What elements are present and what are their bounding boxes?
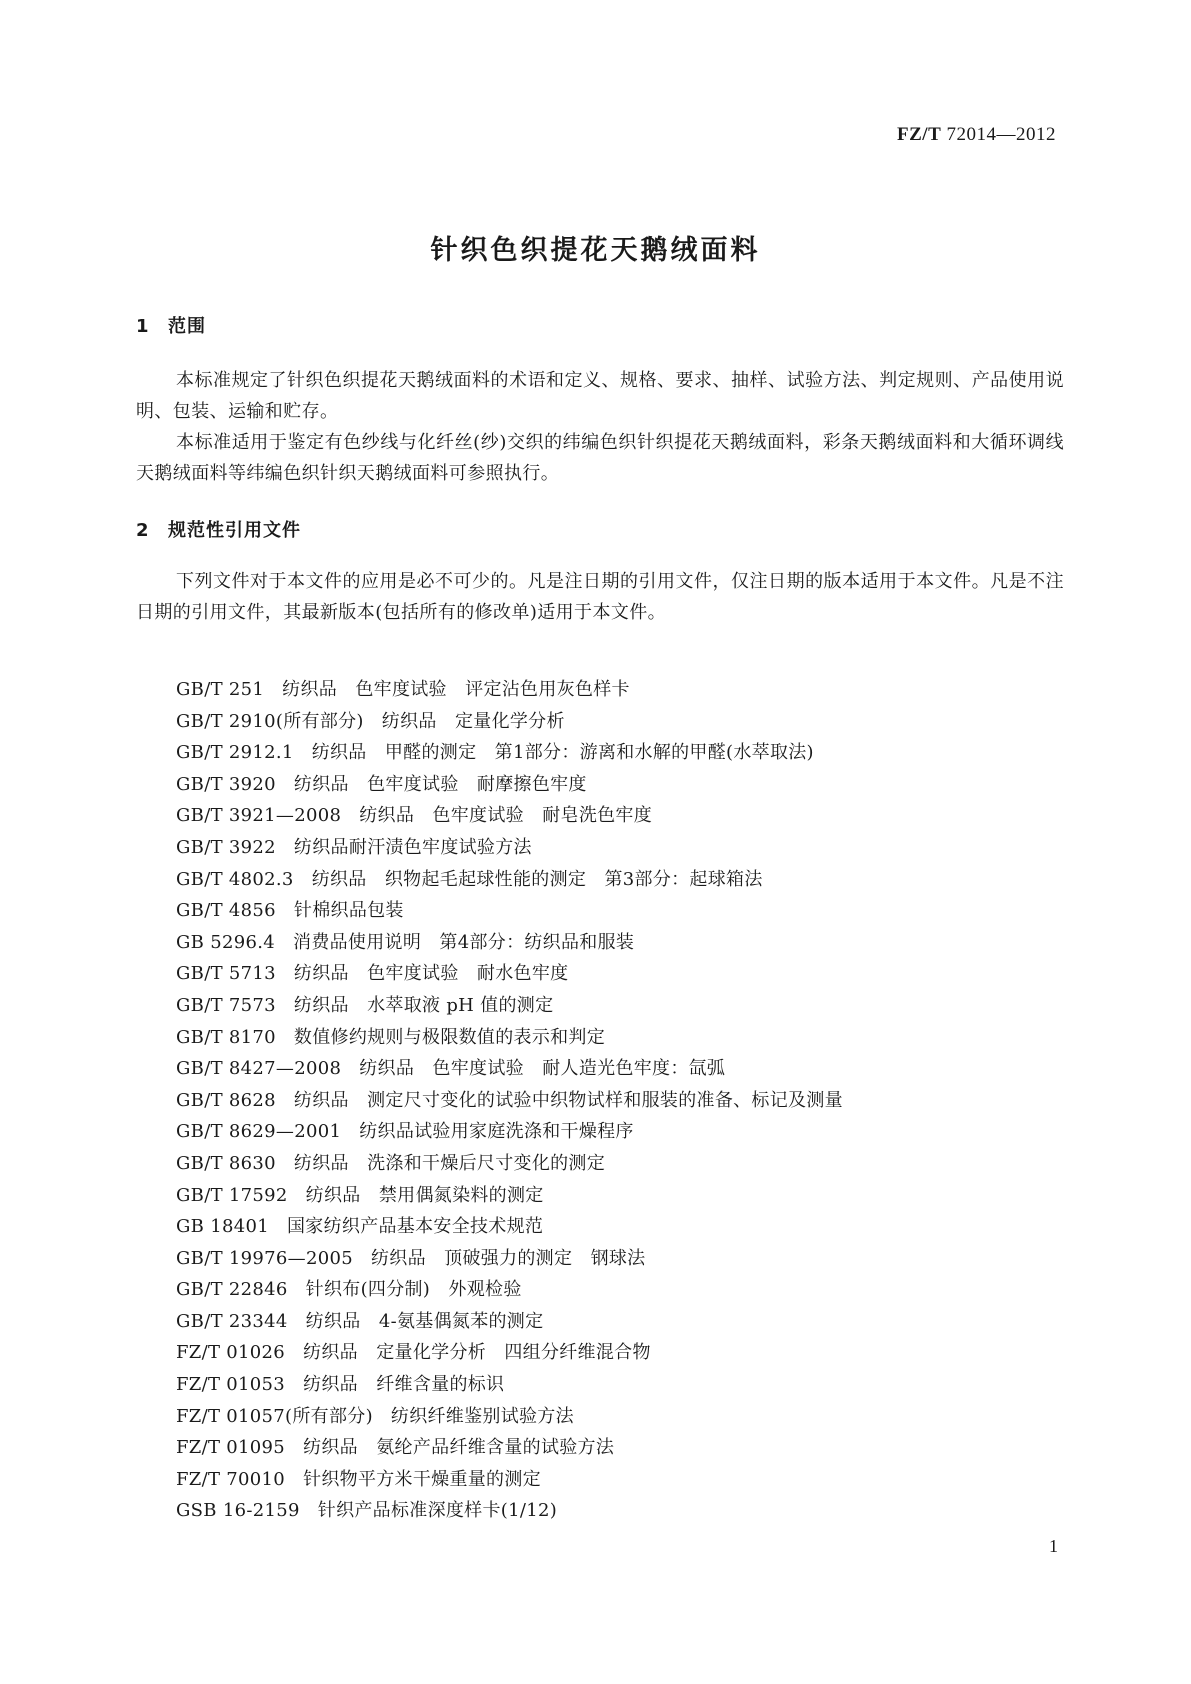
reference-code: GB/T 8630	[176, 1152, 276, 1174]
reference-code: GB/T 4856	[176, 900, 276, 922]
reference-item	[176, 674, 1076, 706]
standard-code: 72014—2012	[946, 124, 1056, 145]
reference-code: FZ/T 01026	[176, 1342, 286, 1364]
reference-item	[176, 769, 1076, 801]
section-2-intro-paragraph: 下列文件对于本文件的应用是必不可少的。凡是注日期的引用文件，仅注日期的版本适用于本文件。凡是不注日期的引用文件，其最新版本(包括所有的修改单)适用于本文件。	[136, 571, 1064, 623]
reference-code: GB/T 5713	[176, 963, 276, 985]
reference-item	[176, 990, 1076, 1022]
reference-code: FZ/T 70010	[176, 1468, 286, 1490]
reference-item	[176, 1337, 1076, 1369]
reference-code: GSB 16-2159	[176, 1500, 300, 1522]
reference-title: 纺织品 色牢度试验 耐水色牢度	[293, 963, 569, 985]
reference-title: 针织物平方米干燥重量的测定	[303, 1468, 541, 1490]
reference-title: 纺织品 顶破强力的测定 钢球法	[370, 1247, 646, 1269]
reference-title: 纺织品 水萃取液 pH 值的测定	[293, 994, 554, 1016]
reference-item	[176, 1369, 1076, 1401]
reference-title: 纺织品 纤维含量的标识	[303, 1374, 505, 1396]
reference-code: GB/T 17592	[176, 1184, 288, 1206]
reference-code: GB 5296.4	[176, 931, 276, 953]
reference-title: 纺织纤维鉴别试验方法	[390, 1405, 574, 1427]
section-1-number: 1	[136, 316, 150, 337]
reference-title: 针棉织品包装	[293, 900, 404, 922]
reference-item	[176, 864, 1076, 896]
page-number: 1	[1049, 1536, 1058, 1556]
reference-code: GB/T 3921—2008	[176, 805, 342, 827]
reference-item	[176, 1464, 1076, 1496]
reference-item	[176, 1274, 1076, 1306]
reference-item	[176, 706, 1076, 738]
reference-item	[176, 1180, 1076, 1212]
section-1-body	[136, 365, 1064, 489]
reference-item	[176, 927, 1076, 959]
reference-title: 消费品使用说明 第4部分：纺织品和服装	[293, 931, 635, 953]
reference-title: 纺织品 色牢度试验 耐人造光色牢度：氙弧	[359, 1058, 726, 1080]
reference-code: GB/T 23344	[176, 1310, 288, 1332]
reference-code: GB/T 8427—2008	[176, 1058, 342, 1080]
reference-item	[176, 1116, 1076, 1148]
reference-title: 数值修约规则与极限数值的表示和判定	[293, 1026, 606, 1048]
reference-item	[176, 1085, 1076, 1117]
standard-prefix: FZ/T	[897, 124, 942, 145]
reference-item	[176, 800, 1076, 832]
section-1-paragraph: 本标准规定了针织色织提花天鹅绒面料的术语和定义、规格、要求、抽样、试验方法、判定规则、产品使用说明、包装、运输和贮存。	[136, 370, 1064, 422]
reference-item	[176, 895, 1076, 927]
section-2-intro	[136, 566, 1064, 628]
reference-item	[176, 1432, 1076, 1464]
section-2-title: 规范性引用文件	[168, 520, 301, 541]
reference-title: 纺织品 定量化学分析 四组分纤维混合物	[303, 1342, 651, 1364]
reference-title: 纺织品 测定尺寸变化的试验中织物试样和服装的准备、标记及测量	[293, 1089, 843, 1111]
section-1-title: 范围	[168, 316, 206, 337]
section-2-number: 2	[136, 520, 150, 541]
reference-title: 纺织品 色牢度试验 耐摩擦色牢度	[293, 773, 587, 795]
reference-list	[176, 674, 1076, 1527]
reference-item	[176, 958, 1076, 990]
reference-item	[176, 737, 1076, 769]
section-2-heading	[136, 516, 301, 542]
reference-item	[176, 1022, 1076, 1054]
reference-item	[176, 1211, 1076, 1243]
reference-title: 纺织品试验用家庭洗涤和干燥程序	[359, 1121, 634, 1143]
reference-code: GB/T 4802.3	[176, 868, 294, 890]
reference-item	[176, 832, 1076, 864]
reference-item	[176, 1243, 1076, 1275]
reference-title: 针织产品标准深度样卡(1/12)	[317, 1500, 558, 1522]
reference-code: GB/T 8629—2001	[176, 1121, 342, 1143]
reference-code: GB/T 19976—2005	[176, 1247, 353, 1269]
reference-item	[176, 1306, 1076, 1338]
reference-code: GB/T 7573	[176, 994, 276, 1016]
reference-item	[176, 1053, 1076, 1085]
standard-number	[897, 124, 1056, 146]
reference-title: 纺织品 4-氨基偶氮苯的测定	[305, 1310, 544, 1332]
reference-code: FZ/T 01095	[176, 1437, 286, 1459]
reference-item	[176, 1495, 1076, 1527]
reference-item	[176, 1401, 1076, 1433]
reference-title: 纺织品耐汗渍色牢度试验方法	[293, 836, 532, 858]
reference-code: GB/T 8628	[176, 1089, 276, 1111]
reference-code: GB/T 251	[176, 679, 265, 700]
reference-code: GB/T 2912.1	[176, 742, 294, 764]
reference-code: GB/T 2910(所有部分)	[176, 710, 364, 732]
reference-code: GB/T 3920	[176, 773, 276, 795]
reference-title: 纺织品 色牢度试验 耐皂洗色牢度	[359, 805, 653, 827]
section-1-paragraph: 本标准适用于鉴定有色纱线与化纤丝(纱)交织的纬编色织针织提花天鹅绒面料，彩条天鹅绒面料和大循环调线天鹅绒面料等纬编色织针织天鹅绒面料可参照执行。	[136, 432, 1064, 484]
reference-item	[176, 1148, 1076, 1180]
reference-code: GB/T 3922	[176, 836, 276, 858]
reference-title: 纺织品 定量化学分析	[381, 710, 565, 732]
document-title: 针织色织提花天鹅绒面料	[430, 235, 761, 266]
section-1-heading	[136, 312, 206, 338]
reference-code: GB 18401	[176, 1216, 269, 1238]
reference-title: 纺织品 织物起毛起球性能的测定 第3部分：起球箱法	[311, 868, 763, 890]
reference-code: FZ/T 01053	[176, 1374, 286, 1396]
reference-title: 纺织品 氨纶产品纤维含量的试验方法	[303, 1437, 615, 1459]
reference-code: GB/T 22846	[176, 1279, 288, 1301]
reference-code: GB/T 8170	[176, 1026, 276, 1048]
reference-title: 纺织品 色牢度试验 评定沾色用灰色样卡	[282, 679, 630, 700]
reference-title: 纺织品 甲醛的测定 第1部分：游离和水解的甲醛(水萃取法)	[311, 742, 814, 764]
reference-title: 纺织品 洗涤和干燥后尺寸变化的测定	[293, 1152, 606, 1174]
reference-code: FZ/T 01057(所有部分)	[176, 1405, 373, 1427]
reference-title: 国家纺织产品基本安全技术规范	[287, 1216, 544, 1238]
reference-title: 纺织品 禁用偶氮染料的测定	[305, 1184, 544, 1206]
reference-title: 针织布(四分制) 外观检验	[305, 1279, 522, 1301]
